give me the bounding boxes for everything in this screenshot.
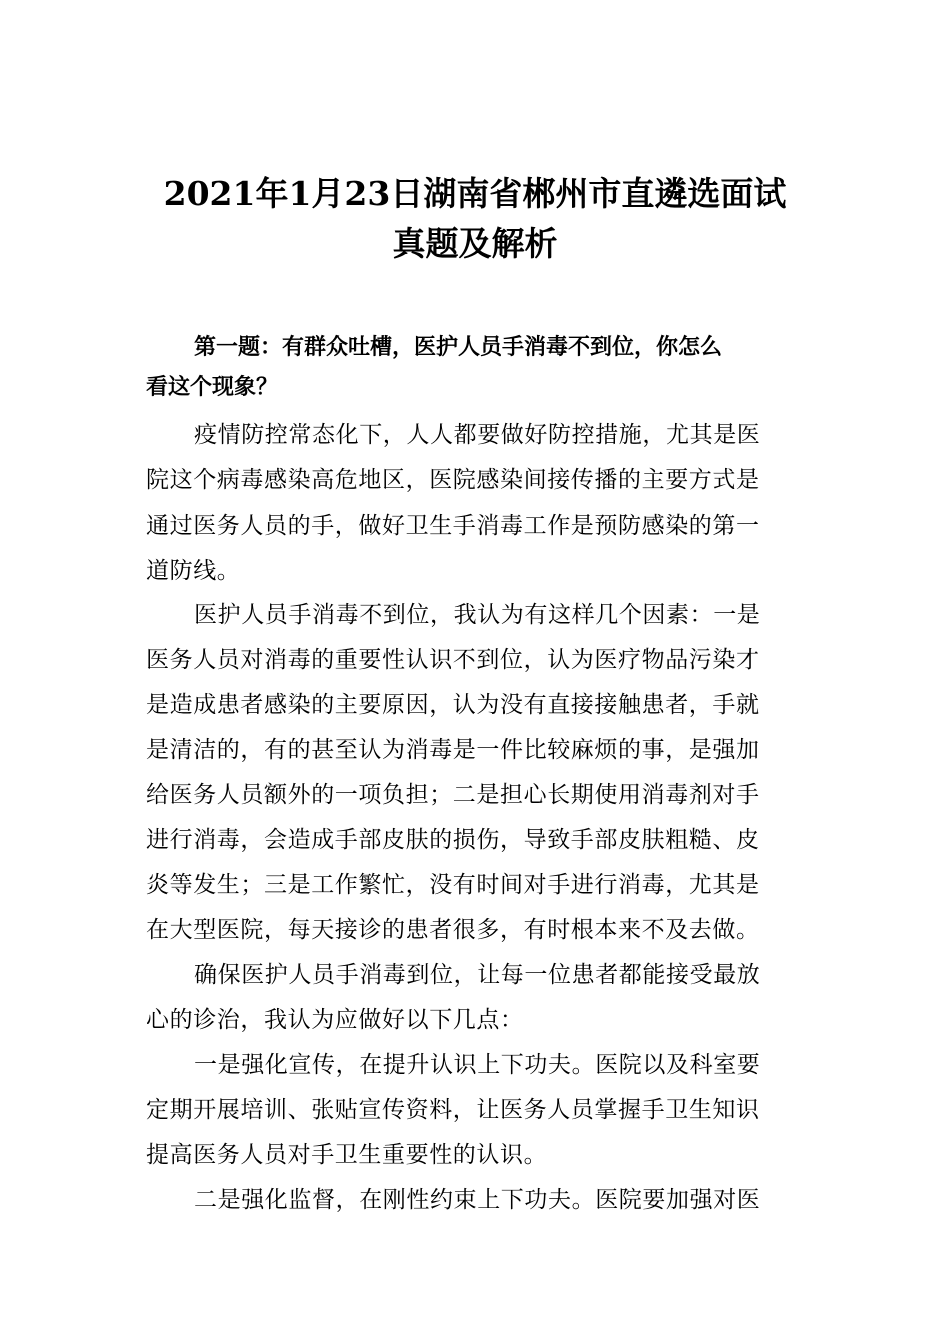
paragraph-line: 给医务人员额外的一项负担；二是担心长期使用消毒剂对手 xyxy=(146,782,760,808)
paragraph-line: 医务人员对消毒的重要性认识不到位，认为医疗物品污染才 xyxy=(146,647,760,673)
paragraph-line: 确保医护人员手消毒到位，让每一位患者都能接受最放 xyxy=(194,962,761,988)
paragraph-line: 是清洁的，有的甚至认为消毒是一件比较麻烦的事，是强加 xyxy=(146,737,760,763)
document-title-line-2: 真题及解析 xyxy=(392,224,558,263)
paragraph-line: 炎等发生；三是工作繁忙，没有时间对手进行消毒，尤其是 xyxy=(146,872,760,898)
question-heading-line-1: 第一题：有群众吐槽，医护人员手消毒不到位，你怎么 xyxy=(194,335,723,360)
paragraph-line: 提高医务人员对手卫生重要性的认识。 xyxy=(146,1142,548,1168)
paragraph-line: 定期开展培训、张贴宣传资料，让医务人员掌握手卫生知识 xyxy=(146,1097,760,1123)
paragraph-line: 进行消毒，会造成手部皮肤的损伤，导致手部皮肤粗糙、皮 xyxy=(146,827,760,853)
paragraph-line: 二是强化监督，在刚性约束上下功夫。医院要加强对医 xyxy=(194,1187,761,1213)
paragraph-line: 疫情防控常态化下，人人都要做好防控措施，尤其是医 xyxy=(194,422,761,448)
question-heading-line-2: 看这个现象？ xyxy=(146,375,279,400)
paragraph-line: 医护人员手消毒不到位，我认为有这样几个因素：一是 xyxy=(194,602,761,628)
paragraph-line: 道防线。 xyxy=(146,558,241,584)
paragraph-line: 一是强化宣传，在提升认识上下功夫。医院以及科室要 xyxy=(194,1052,761,1078)
paragraph-line: 是造成患者感染的主要原因，认为没有直接接触患者，手就 xyxy=(146,692,760,718)
paragraph-line: 通过医务人员的手，做好卫生手消毒工作是预防感染的第一 xyxy=(146,513,760,539)
document-title-line-1: 2021年1月23日湖南省郴州市直遴选面试 xyxy=(163,174,787,213)
paragraph-line: 院这个病毒感染高危地区，医院感染间接传播的主要方式是 xyxy=(146,467,760,493)
paragraph-line: 在大型医院，每天接诊的患者很多，有时根本来不及去做。 xyxy=(146,917,760,943)
paragraph-line: 心的诊治，我认为应做好以下几点： xyxy=(146,1007,524,1033)
